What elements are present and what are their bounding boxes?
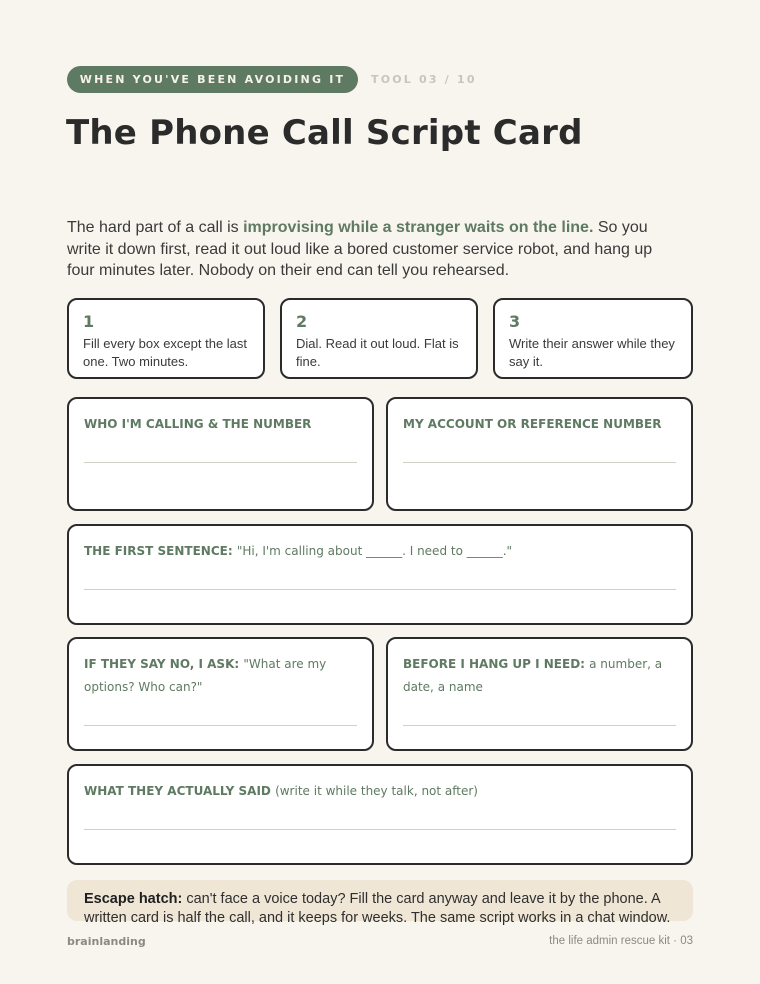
who-calling-label: WHO I'M CALLING & THE NUMBER — [84, 417, 312, 431]
write-line — [84, 829, 676, 830]
if-no-heading: IF THEY SAY NO, I ASK: — [84, 657, 244, 671]
first-sentence-label — [84, 540, 676, 563]
step-text: Fill every box except the last one. Two minutes. — [83, 336, 248, 369]
escape-hatch-label: Escape hatch: — [84, 891, 183, 907]
if-they-say-no-field[interactable] — [67, 637, 374, 751]
before-hang-up-prompt: a number, a date, a name — [403, 657, 663, 694]
step-card-1 — [67, 298, 265, 379]
account-number-field[interactable] — [386, 397, 693, 511]
write-line — [403, 725, 676, 726]
step-text: Write their answer while they say it. — [509, 336, 675, 369]
before-hang-up-label — [403, 653, 676, 699]
what-they-said-field[interactable] — [67, 764, 693, 865]
footer-kit-label: the life admin rescue kit · 03 — [549, 935, 693, 947]
write-line — [84, 462, 357, 463]
write-line — [84, 725, 357, 726]
escape-hatch-text — [84, 890, 676, 928]
write-line — [84, 589, 676, 590]
if-no-prompt: "What are my options? Who can?" — [84, 657, 327, 694]
account-number-label: MY ACCOUNT OR REFERENCE NUMBER — [403, 417, 662, 431]
first-sentence-heading: THE FIRST SENTENCE: — [84, 544, 237, 558]
if-no-label — [84, 653, 357, 699]
what-they-said-heading: WHAT THEY ACTUALLY SAID — [84, 784, 276, 798]
what-they-said-label — [84, 780, 676, 803]
before-hang-up-field[interactable] — [386, 637, 693, 751]
intro-highlight: improvising while a stranger waits on the line. — [243, 219, 594, 236]
step-card-2 — [280, 298, 478, 379]
footer-brand: brainlanding — [67, 935, 146, 948]
step-number: 3 — [509, 312, 521, 331]
escape-hatch-note — [67, 880, 693, 926]
step-text: Dial. Read it out loud. Flat is fine. — [296, 336, 459, 369]
escape-hatch-body: can't face a voice today? Fill the card anyway and leave it by the phone. A written card is half the call, and it keeps for weeks. The same script works in a chat window. — [84, 891, 671, 926]
tool-number: TOOL 03 / 10 — [371, 73, 477, 86]
what-they-said-prompt: (write it while they talk, not after) — [275, 784, 478, 798]
first-sentence-prompt: "Hi, I'm calling about ______. I need to ______." — [236, 544, 513, 558]
intro-rest: So you write it down first, read it out loud like a bored customer service robot, and hang up four minutes later. Nobody on their end can tell you rehearsed. — [67, 219, 653, 279]
step-card-3 — [493, 298, 693, 379]
page-title: The Phone Call Script Card — [66, 113, 583, 153]
step-number: 2 — [296, 312, 308, 331]
write-line — [403, 462, 676, 463]
first-sentence-field[interactable] — [67, 524, 693, 625]
section-tag: WHEN YOU'VE BEEN AVOIDING IT — [67, 66, 358, 93]
intro-paragraph — [67, 217, 667, 282]
who-calling-field[interactable] — [67, 397, 374, 511]
before-hang-up-heading: BEFORE I HANG UP I NEED: — [403, 657, 590, 671]
intro-lead: The hard part of a call is — [67, 219, 244, 236]
step-number: 1 — [83, 312, 95, 331]
